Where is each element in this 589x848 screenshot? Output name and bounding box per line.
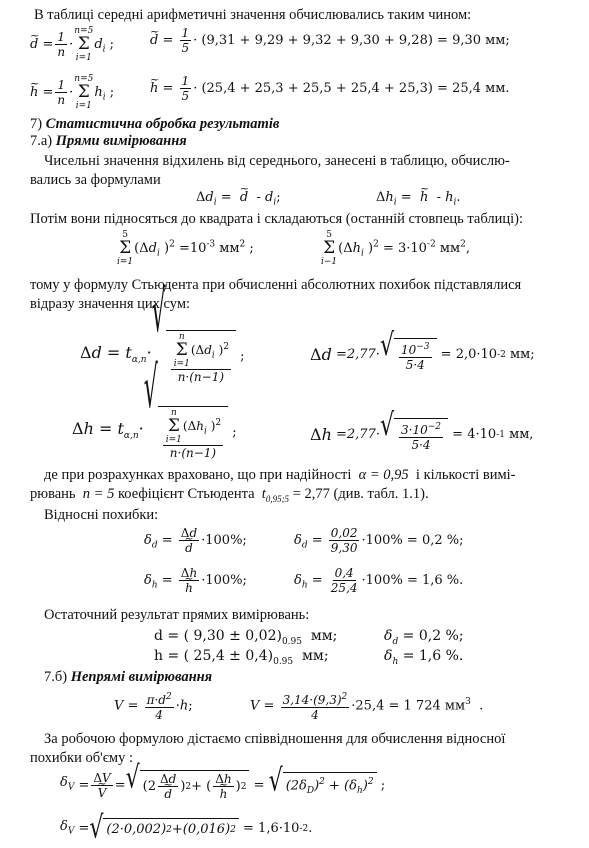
formula-rel-h-calc: $\delta_h$ = $\frac{0,4}{25,4}$ ·100% = 1,6 %. bbox=[294, 566, 464, 595]
paragraph-volume-2: похибки об'єму : bbox=[30, 750, 134, 766]
formula-abs-error-d-calc: Δd =2,77· √ $\frac{10^{-3}}{5\cdot 4}$ = 2,0·10 -2 мм; bbox=[310, 328, 535, 372]
paragraph-deviations-1: Чисельні значення відхилень від середнього, занесені в таблицю, обчислю- bbox=[44, 153, 510, 169]
formula-sum-d: 5 Σ i=1 ($\Delta d_i$ )$^2 =10^{-3}$ $мм^2$ ; bbox=[117, 230, 254, 267]
formula-d-mean: ~ d = $\frac{1}{n}$ · n=5 Σ i=1 $d_i$ ; bbox=[30, 26, 114, 63]
paragraph-intro: В таблиці середні арифметичні значення обчислювались таким чином: bbox=[34, 7, 472, 23]
formula-rel-volume: $\delta_V$ = ΔV ~ V = √ (2 Δd ~ d ) 2 + ( Δh ~ h ) 2 = √ $(2\delta_D)^2 + (\delta_h)^2$ ; bbox=[60, 770, 385, 801]
formula-abs-error-d: $\Delta d = t_{\alpha,n}\cdot$ √ n Σ i=1 ($\Delta d_i$ )$^2$ n·(n−1) ; bbox=[80, 281, 245, 384]
formula-h-mean: ~ h = $\frac{1}{n}$ · n=5 Σ i=1 $h_i$ ; bbox=[30, 74, 114, 111]
paragraph-deviations-2: вались за формулами bbox=[30, 172, 161, 188]
result-delta-h: $\delta_h = 1,6$ %. bbox=[384, 648, 464, 667]
formula-delta-d: $\Delta d_i$ = ~ d - $d_i$; bbox=[196, 190, 281, 211]
paragraph-volume-1: За робочою формулою дістаємо співвідношення для обчислення відносної bbox=[44, 731, 506, 747]
formula-d-mean-calc: ~ d = $\frac{1}{5}$ · (9,31 + 9,29 + 9,32 + 9,30 + 9,28) = 9,30 мм; bbox=[150, 26, 510, 55]
h-mean-values: (25,4 + 25,3 + 25,5 + 25,4 + 25,3) = 25,4 мм. bbox=[201, 81, 510, 96]
paragraph-student-2: відразу значення цих сум: bbox=[30, 296, 191, 312]
formula-volume: V = $\frac{\pi\cdot d^2}{4}$ ·h; bbox=[114, 692, 193, 722]
formula-rel-d: $\delta_d$ = Δd ~ d ·100%; bbox=[144, 526, 247, 555]
formula-abs-error-h: $\Delta h = t_{\alpha,n}\cdot$ √ n Σ i=1 ($\Delta h_i$ )$^2$ n·(n−1) ; bbox=[72, 357, 237, 460]
formula-rel-volume-calc: $\delta_V$ = √ (2·0,002) 2 +(0,016) 2 = 1,6·10 -2 . bbox=[60, 810, 313, 846]
formula-volume-calc: V = $\frac{3,14\cdot(9,3)^2}{4}$ ·25,4 = 1 724 $мм^3$ . bbox=[250, 692, 484, 722]
result-h: h = ( $25,4 \pm 0,4)_{0.95}$ мм; bbox=[154, 648, 329, 667]
paragraph-relative-errors: Відносні похибки: bbox=[44, 507, 159, 523]
formula-rel-h: $\delta_h$ = Δh ~ h ·100%; bbox=[144, 566, 247, 595]
paragraph-final-result: Остаточний результат прямих вимірювань: bbox=[44, 607, 310, 623]
paragraph-reliability-1: де при розрахунках враховано, що при надійності α = 0,95 і кількості вимі- bbox=[44, 467, 516, 483]
d-mean-values: (9,31 + 9,29 + 9,32 + 9,30 + 9,28) = 9,30 мм; bbox=[201, 33, 510, 48]
formula-delta-h: $\Delta h_i$ = ~ h - $h_i$. bbox=[376, 190, 461, 211]
result-d: d = ( $9,30 \pm 0,02)_{0.95}$ мм; bbox=[154, 628, 338, 647]
result-delta-d: $\delta_d = 0,2$ %; bbox=[384, 628, 464, 647]
section-7a-heading: 7.а) Прями вимірювання bbox=[30, 133, 187, 149]
formula-rel-d-calc: $\delta_d$ = $\frac{0,02}{9,30}$ ·100% = 0,2 %; bbox=[294, 526, 464, 555]
formula-abs-error-h-calc: Δh =2,77· √ $\frac{3\cdot 10^{-2}}{5\cdot 4}$ = 4·10 -1 мм, bbox=[310, 408, 534, 452]
section-7b-heading: 7.б) Непрямі вимірювання bbox=[44, 669, 213, 685]
paragraph-student-1: тому у формулу Стьюдента при обчисленні абсолютних похибок підставлялися bbox=[30, 277, 522, 293]
paragraph-squares: Потім вони підносяться до квадрата і складаються (останній стовпець таблиці): bbox=[30, 211, 523, 227]
formula-h-mean-calc: ~ h = $\frac{1}{5}$ · (25,4 + 25,3 + 25,5 + 25,4 + 25,3) = 25,4 мм. bbox=[150, 74, 510, 103]
section-7-heading: 7) Статистична обробка результатів bbox=[30, 116, 280, 132]
paragraph-reliability-2: рювань n = 5 коефіцієнт Стьюдента $t_{0,95;5} = 2,77$ (див. табл. 1.1). bbox=[30, 486, 429, 504]
formula-sum-h: 5 Σ i−1 ($\Delta h_i$ )$^2 = 3\cdot 10^{-2}$ $мм^2$, bbox=[321, 230, 470, 267]
